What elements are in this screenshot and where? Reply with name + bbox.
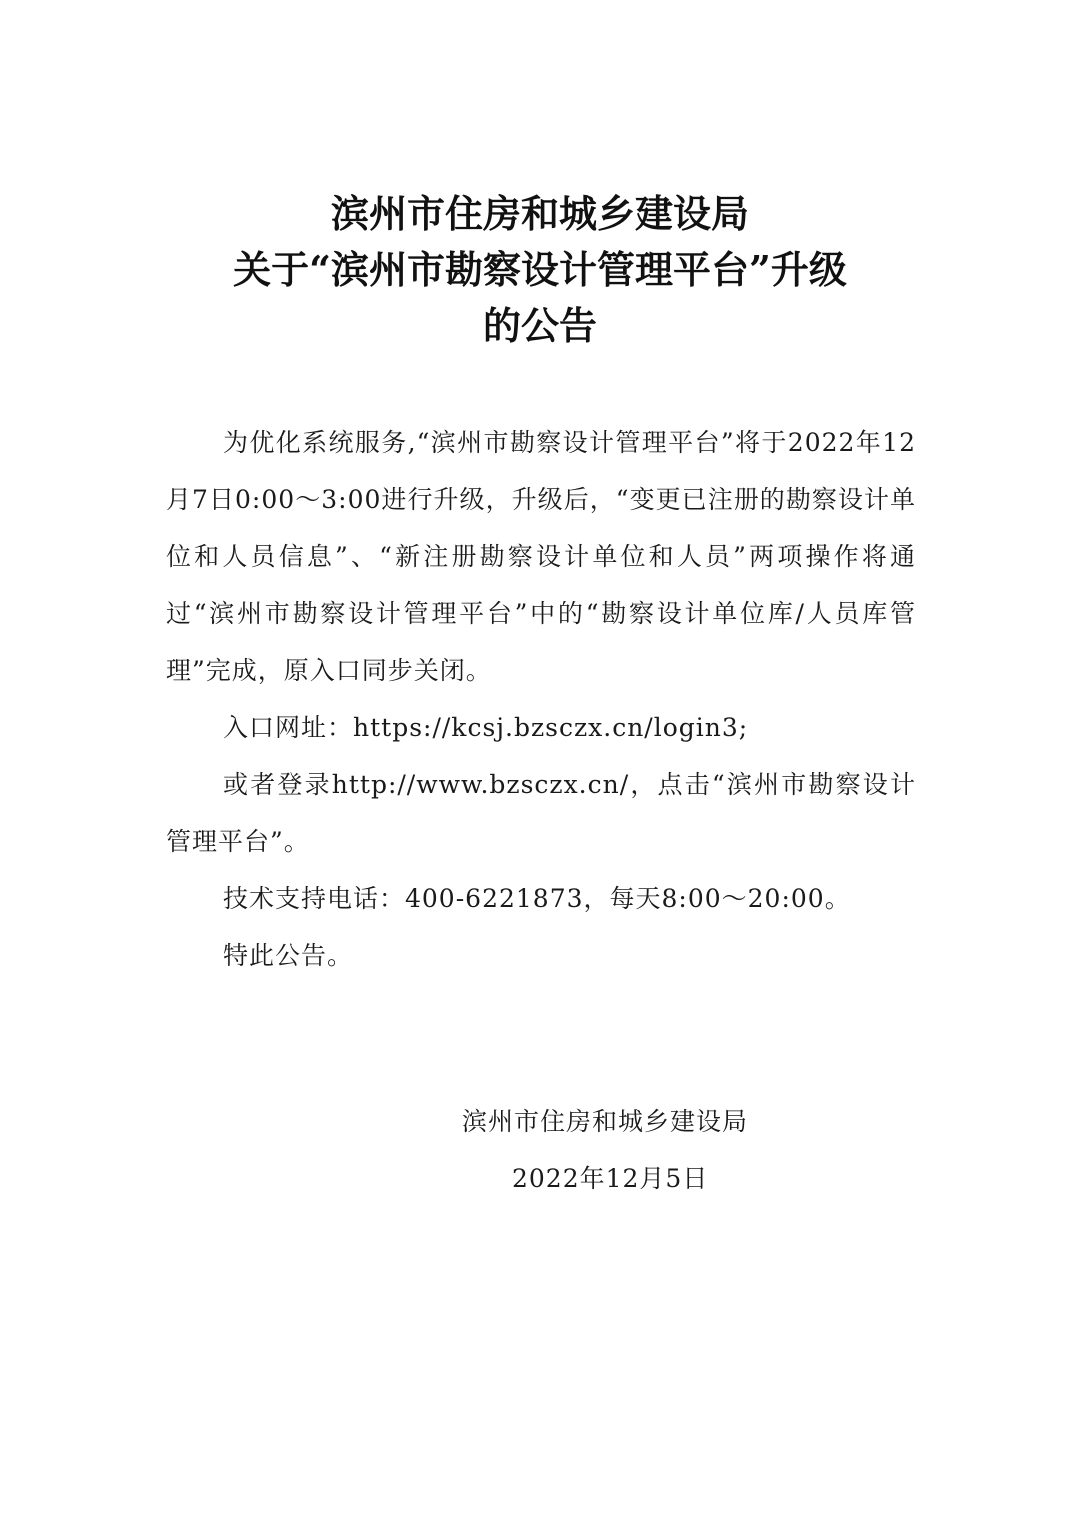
paragraph-closing: 特此公告。 — [223, 941, 354, 970]
title-line-3: 的公告 — [482, 303, 597, 348]
signature-organization: 滨州市住房和城乡建设局 — [462, 1107, 749, 1136]
title-line-1: 滨州市住房和城乡建设局 — [330, 191, 749, 236]
paragraph-upgrade-notice: 为优化系统服务,“滨州市勘察设计管理平台”将于2022年12月7日0:00～3:00进行升级，升级后，“变更已注册的勘察设计单位和人员信息”、“新注册勘察设计单位和人员”两项操作将通过“滨州市勘察设计管理平台”中的“勘察设计单位库/人员库管理”完成，原入口同步关闭。 — [166, 428, 916, 685]
signature-date: 2022年12月5日 — [512, 1164, 709, 1193]
paragraph-alt-login: 或者登录http://www.bzsczx.cn/，点击“滨州市勘察设计管理平台”。 — [166, 770, 916, 856]
document-body — [166, 414, 916, 984]
title-line-2: 关于“滨州市勘察设计管理平台”升级 — [233, 247, 847, 292]
paragraph-support-phone: 技术支持电话：400-6221873，每天8:00～20:00。 — [223, 884, 851, 913]
paragraph-entry-url: 入口网址：https://kcsj.bzsczx.cn/login3; — [223, 713, 749, 742]
document-title — [0, 186, 1080, 354]
